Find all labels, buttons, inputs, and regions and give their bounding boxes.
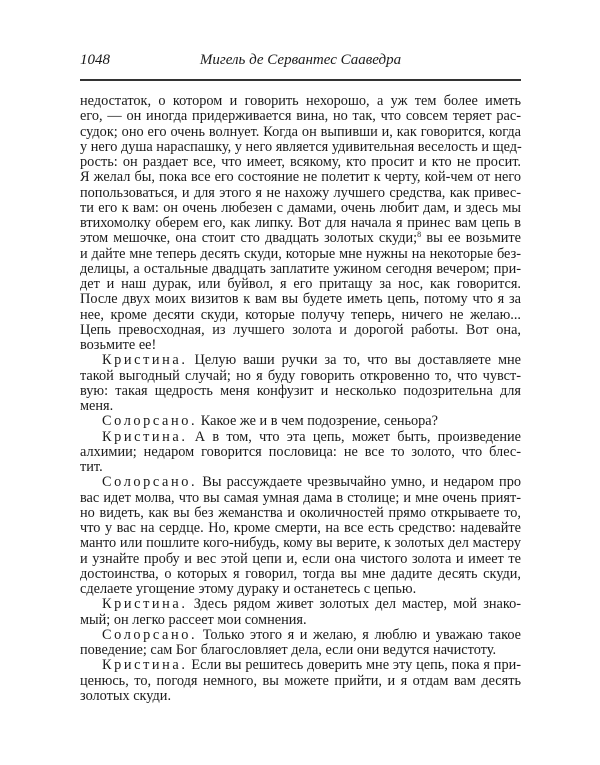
page-number: 1048 [80, 52, 110, 68]
text-line [80, 506, 521, 521]
speaker-name: Солорсано. [102, 626, 198, 643]
text-line [80, 582, 521, 597]
text-line [80, 658, 521, 673]
line-text: у него душа нараспашку, у него является удивительная веселость и щед- [80, 138, 522, 155]
text-line [80, 125, 521, 140]
line-text: тит. [80, 459, 103, 475]
line-text: недостаток, о котором и говорить нехорошо, а уж тем более иметь [80, 93, 521, 109]
line-text: манто или пошлите кого-нибудь, кому вы верите, к золотых дел мастеру [80, 535, 521, 552]
text-line [80, 155, 521, 170]
text-line [80, 277, 521, 292]
running-header [80, 52, 521, 74]
speaker-name: Кристина. [102, 352, 188, 369]
line-text: Если вы решитесь доверить мне эту цепь, пока я при- [191, 657, 522, 674]
line-text: поведение; сам Бог благословляет дела, если они ведутся начистоту. [80, 642, 497, 658]
line-text: алхимии; недаром говорится пословица: не все то золото, что блес- [80, 443, 521, 460]
line-text: достоинства, о которых я говорил, тогда вы мне дадите десять скуди, [80, 565, 521, 582]
running-title: Мигель де Сервантес Сааведра [199, 52, 402, 68]
line-text: Вы рассуждаете чрезвычайно умно, и недаром про [202, 474, 521, 491]
text-line [80, 109, 521, 124]
text-line [80, 308, 521, 323]
line-text: судок; оно его очень волнует. Когда он выпивши и, как говорится, когда [80, 123, 521, 140]
line-text: нее, кроме десяти скуди, которые получу теперь, ничего не желаю... [80, 306, 521, 323]
line-text: попользоваться, и для этого я не нахожу лучшего средства, как привес- [80, 184, 521, 201]
text-line [80, 369, 521, 384]
text-line [80, 460, 521, 475]
text-line [80, 613, 521, 628]
line-text: вы ее возьмите [421, 230, 521, 247]
line-text: меня. [80, 398, 114, 414]
line-text: Здесь рядом живет золотых дел мастер, мой знако- [193, 596, 521, 613]
speaker-name: Солорсано. [102, 474, 198, 491]
line-text: ценюсь, то, погодя немного, вы можете прийти, и я отдам вам десять [80, 672, 521, 689]
line-text: Я желал бы, пока все его состояние не полетит к черту, кой-чем от него [80, 169, 521, 186]
text-line [80, 231, 521, 246]
text-line [80, 689, 521, 704]
line-text: и дайте мне теперь десять скуди, которые мне нужны на некоторые без- [80, 245, 521, 262]
text-line [80, 201, 521, 216]
line-text: Только этого я и желаю, я люблю и уважаю такое [202, 626, 522, 643]
text-line [80, 323, 521, 338]
text-line [80, 430, 521, 445]
text-line [80, 353, 521, 368]
line-text: ти его к вам: он очень любезен с дамами, очень любит дам, и здесь мы [80, 199, 521, 216]
speaker-name: Кристина. [102, 428, 188, 445]
text-line [80, 414, 521, 429]
footnote-marker: 8 [417, 230, 422, 240]
line-text: и узнайте пробу и вес этой цепи и, если она чистого золота и имеет те [80, 550, 521, 567]
text-line [80, 491, 521, 506]
text-line [80, 643, 521, 658]
line-text: рость: он раздает все, что имеет, всякому, кто просит и кто не просит. [80, 154, 521, 170]
speaker-name: Кристина. [102, 657, 188, 674]
line-text: Цепь превосходная, из лучшего золота и дорогой работы. Вот она, [80, 321, 521, 338]
line-text: сделаете угощение этому дураку и останетесь с цепью. [80, 581, 417, 597]
text-line [80, 186, 521, 201]
text-line [80, 552, 521, 567]
line-text: вую: такая щедрость меня конфузит и несколько подозрительна для [80, 382, 521, 399]
text-line [80, 521, 521, 536]
text-line [80, 628, 521, 643]
line-text: А в том, что эта цепь, может быть, произведение [194, 428, 521, 445]
page-body [80, 94, 521, 704]
text-line [80, 384, 521, 399]
text-line [80, 292, 521, 307]
text-line [80, 674, 521, 689]
text-line [80, 536, 521, 551]
text-line [80, 170, 521, 185]
text-line [80, 399, 521, 414]
line-text: После двух моих визитов к вам вы будете иметь цепь, потому что я за [80, 291, 521, 308]
text-line [80, 140, 521, 155]
line-text: возьмите ее! [80, 337, 157, 353]
text-line [80, 94, 521, 109]
line-text: его, — он иногда придерживается вина, но так, что совсем теряет рас- [80, 108, 521, 125]
line-text: золотых скуди. [80, 687, 172, 704]
header-rule [80, 79, 521, 81]
line-text: мый; он легко рассеет мои сомнения. [80, 611, 307, 628]
text-line [80, 567, 521, 582]
line-text: этом мешочке, она стоит сто двадцать золотых скуди; [80, 230, 418, 247]
text-line [80, 216, 521, 231]
line-text: вас идет молва, что вы самая умная дама в столице; и мне очень прият- [80, 489, 521, 506]
text-line [80, 338, 521, 353]
line-text: но видеть, как вы без жеманства и околичностей прямо открываете то, [80, 504, 521, 521]
text-line [80, 247, 521, 262]
line-text: дет и наш дурак, или буйвол, я его притащу за нос, как говорится. [80, 276, 521, 292]
text-line [80, 262, 521, 277]
text-line [80, 597, 521, 612]
line-text: Целую ваши ручки за то, что вы доставляете мне [194, 352, 521, 369]
line-text: Какое же и в чем подозрение, сеньора? [200, 413, 438, 430]
line-text: что у вас на сердце. Но, кроме смерти, на все есть средство: надевайте [80, 520, 521, 536]
line-text: втихомолку оберем его, как липку. Вот для начала я принес вам цепь в [80, 215, 521, 231]
line-text: такой выгодный случай; но я буду говорить откровенно то, что чувст- [80, 367, 521, 384]
speaker-name: Кристина. [102, 596, 188, 613]
speaker-name: Солорсано. [102, 413, 198, 430]
text-line [80, 445, 521, 460]
line-text: делицы, а остальные двадцать заплатите ужином сегодня вечером; при- [80, 260, 521, 277]
text-line [80, 475, 521, 490]
